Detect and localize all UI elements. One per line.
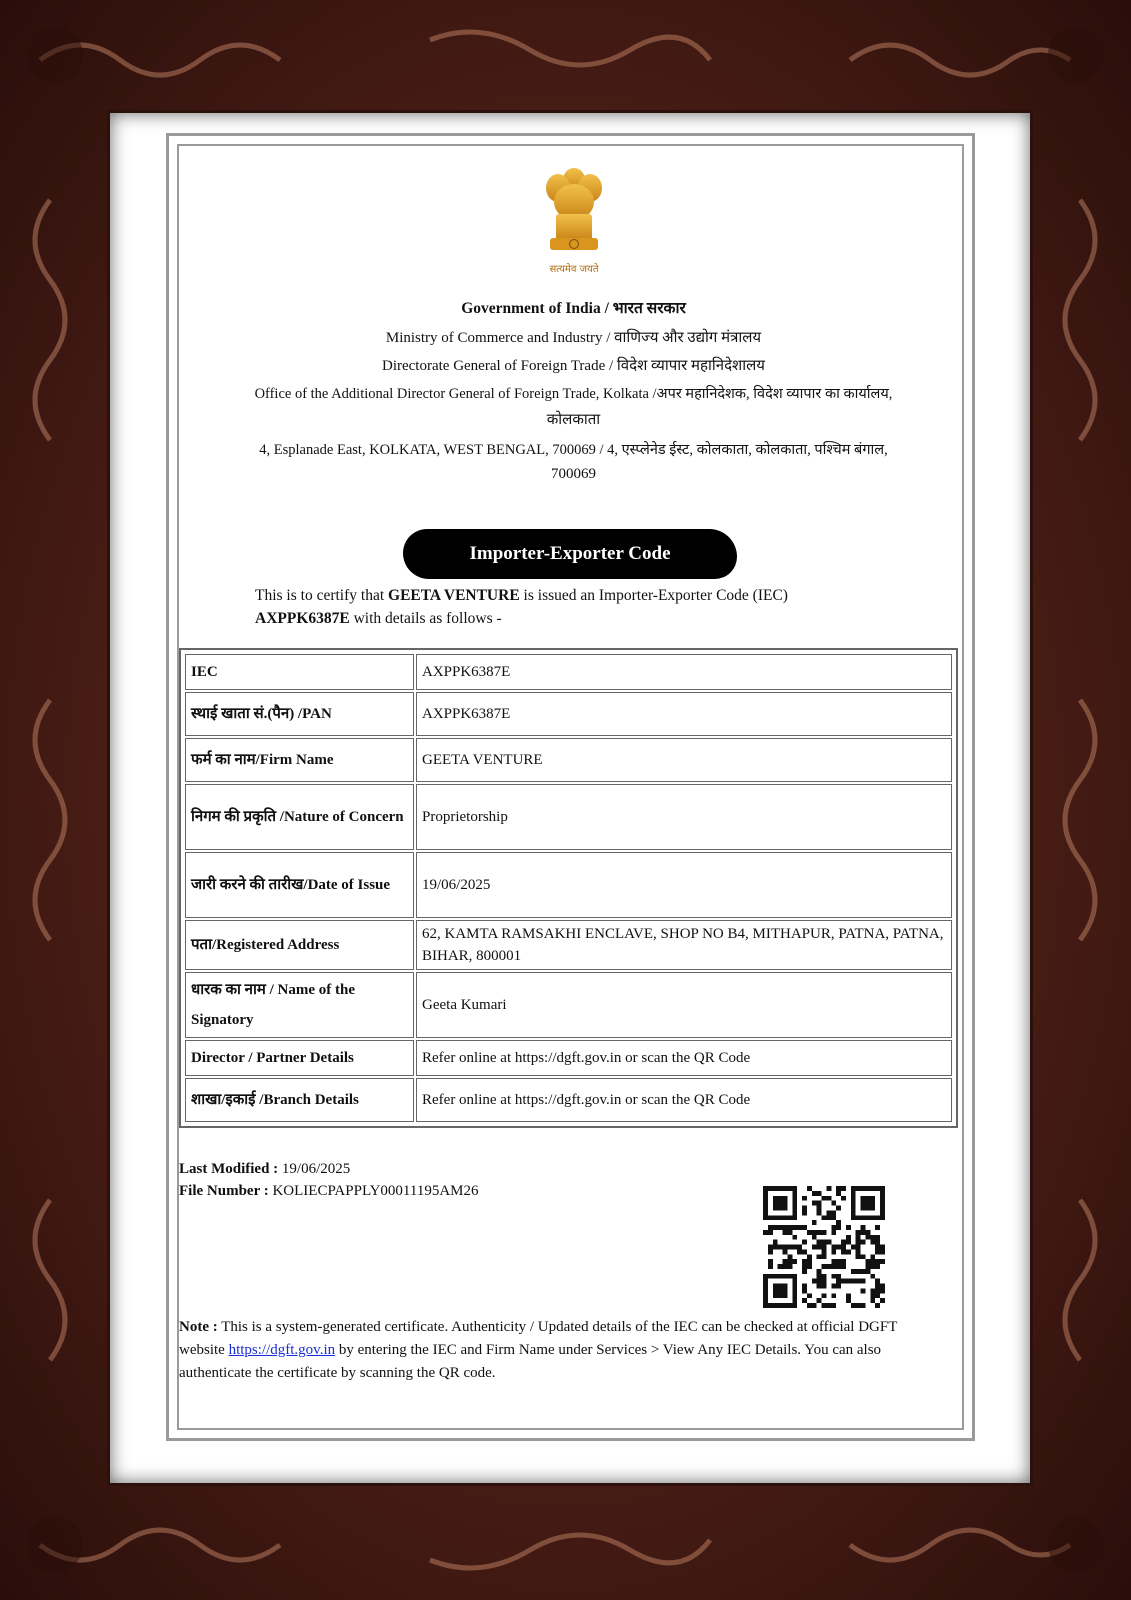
field-value: Proprietorship — [416, 784, 952, 850]
field-label: IEC — [185, 654, 414, 690]
table-row — [185, 1078, 952, 1122]
table-row — [185, 852, 952, 918]
emblem-motto: सत्यमेव जयते — [549, 264, 599, 275]
intro-iec: AXPPK6387E — [255, 610, 350, 627]
details-table — [179, 648, 958, 1128]
table-row — [185, 920, 952, 970]
field-value: GEETA VENTURE — [416, 738, 952, 782]
address-line-2: 700069 — [551, 466, 596, 482]
title-banner: Importer-Exporter Code — [403, 529, 737, 579]
table-row — [185, 738, 952, 782]
file-number: KOLIECPAPPLY00011195AM26 — [268, 1183, 479, 1199]
intro-text: This is to certify that GEETA VENTURE is issued an Importer-Exporter Code (IEC) AXPPK6387E with details as follows - — [255, 587, 788, 627]
table-row — [185, 784, 952, 850]
note-text: Note : This is a system-generated certificate. Authenticity / Updated details of the IEC can be checked at official DGFT website https://dgft.gov.in by entering the IEC and Firm Name under Services > View Any IEC Details. You can also authenticate the certificate by scanning the QR code. — [179, 1319, 898, 1381]
field-label: जारी करने की तारीख/Date of Issue — [185, 852, 414, 918]
table-row — [185, 1040, 952, 1076]
last-modified: 19/06/2025 — [278, 1161, 351, 1177]
ashoka-emblem-icon — [534, 162, 614, 280]
field-label: स्थाई खाता सं.(पैन) /PAN — [185, 692, 414, 736]
field-value: Refer online at https://dgft.gov.in or scan the QR Code — [416, 1040, 952, 1076]
table-row — [185, 654, 952, 690]
field-value: 62, KAMTA RAMSAKHI ENCLAVE, SHOP NO B4, MITHAPUR, PATNA, PATNA, BIHAR, 800001 — [416, 920, 952, 970]
meta-block: Last Modified : 19/06/2025 File Number : KOLIECPAPPLY00011195AM26 — [179, 1161, 479, 1199]
field-value: AXPPK6387E — [416, 654, 952, 690]
table-row — [185, 972, 952, 1038]
field-label: शाखा/इकाई /Branch Details — [185, 1078, 414, 1122]
dgft-line: Directorate General of Foreign Trade / विदेश व्यापार महानिदेशालय — [381, 358, 766, 374]
field-value: 19/06/2025 — [416, 852, 952, 918]
gov-heading: Government of India / भारत सरकार — [461, 300, 686, 317]
field-label: धारक का नाम / Name of the Signatory — [185, 972, 414, 1038]
qr-code[interactable] — [763, 1186, 885, 1308]
office-line-2: कोलकाता — [546, 412, 601, 428]
dgft-link[interactable]: https://dgft.gov.in — [228, 1342, 336, 1358]
field-label: Director / Partner Details — [185, 1040, 414, 1076]
field-value: Refer online at https://dgft.gov.in or scan the QR Code — [416, 1078, 952, 1122]
table-row — [185, 692, 952, 736]
field-label: निगम की प्रकृति /Nature of Concern — [185, 784, 414, 850]
address-line-1: 4, Esplanade East, KOLKATA, WEST BENGAL, 700069 / 4, एस्प्लेनेड ईस्ट, कोलकाता, कोलकाता, पश्चिम बंगाल, — [259, 442, 888, 458]
intro-firm: GEETA VENTURE — [388, 587, 520, 604]
certificate — [166, 133, 975, 1441]
field-value: AXPPK6387E — [416, 692, 952, 736]
field-value: Geeta Kumari — [416, 972, 952, 1038]
ministry-line: Ministry of Commerce and Industry / वाणिज्य और उद्योग मंत्रालय — [385, 330, 762, 346]
field-label: फर्म का नाम/Firm Name — [185, 738, 414, 782]
office-line-1: Office of the Additional Director General of Foreign Trade, Kolkata /अपर महानिदेशक, विदेश व्यापार का कार्यालय, — [254, 386, 893, 402]
field-label: पता/Registered Address — [185, 920, 414, 970]
